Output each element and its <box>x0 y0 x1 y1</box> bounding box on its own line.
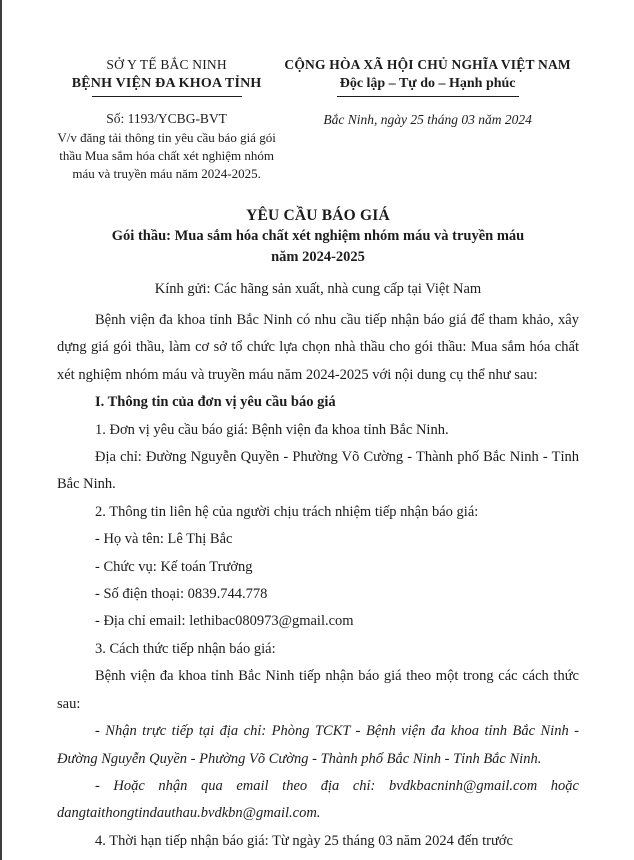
document-subtitle-line1: Gói thầu: Mua sắm hóa chất xét nghiệm nhóm máu và truyền máu <box>111 228 525 244</box>
document-number: Số: 1193/YCBG-BVT <box>106 111 227 126</box>
header-issuing-org <box>57 57 276 183</box>
receiving-direct: - Nhận trực tiếp tại địa chỉ: Phòng TCKT - Bệnh viện đa khoa tỉnh Bắc Ninh - Đường Nguyễn Quyền - Phường Võ Cường - Thành phố Bắc Ninh - Tỉnh Bắc Ninh. <box>57 723 579 767</box>
document-title-block <box>57 207 579 298</box>
address-line: Địa chỉ: Đường Nguyễn Quyền - Phường Võ Cường - Thành phố Bắc Ninh - Tỉnh Bắc Ninh. <box>57 449 579 493</box>
org-parent-name: SỞ Y TẾ BẮC NINH <box>106 57 227 72</box>
contact-position: - Chức vụ: Kế toán Trưởng <box>95 558 253 575</box>
item-1: 1. Đơn vị yêu cầu báo giá: Bệnh viện đa khoa tỉnh Bắc Ninh. <box>95 421 449 438</box>
document-title: YÊU CẦU BÁO GIÁ <box>246 207 390 224</box>
national-motto-line2: Độc lập – Tự do – Hạnh phúc <box>339 76 516 91</box>
contact-phone: - Số điện thoại: 0839.744.778 <box>95 586 268 603</box>
intro-paragraph: Bệnh viện đa khoa tỉnh Bắc Ninh có nhu cầu tiếp nhận báo giá để tham khảo, xây dựng giá gói thầu, làm cơ sở tổ chức lựa chọn nhà thầu cho gói thầu: Mua sắm hóa chất xét nghiệm nhóm máu và truyền máu năm 2024-2025 với nội dung cụ thể như sau: <box>57 312 579 383</box>
salutation-line: Kính gửi: Các hãng sản xuất, nhà cung cấp tại Việt Nam <box>154 281 482 297</box>
document-subject: V/v đăng tải thông tin yêu cầu báo giá gói thầu Mua sắm hóa chất xét nghiệm nhóm máu và truyền máu năm 2024-2025. <box>57 130 276 181</box>
receiving-email: - Hoặc nhận qua email theo địa chỉ: bvdkbacninh@gmail.com hoặc dangtaithongtindauthau.bvdkbn@gmail.com. <box>57 777 579 822</box>
item-4: 4. Thời hạn tiếp nhận báo giá: Từ ngày 25 tháng 03 năm 2024 đến trước <box>95 832 513 849</box>
document-body <box>57 307 579 855</box>
header-national-motto <box>276 57 579 128</box>
national-motto-line1: CỘNG HÒA XÃ HỘI CHỦ NGHĨA VIỆT NAM <box>284 57 571 72</box>
contact-email: - Địa chỉ email: lethibac080973@gmail.com <box>95 613 354 630</box>
place-date-line: Bắc Ninh, ngày 25 tháng 03 năm 2024 <box>323 112 532 127</box>
item-3: 3. Cách thức tiếp nhận báo giá: <box>95 640 276 657</box>
document-content <box>2 0 634 855</box>
motto-underline <box>337 96 519 97</box>
item-2: 2. Thông tin liên hệ của người chịu trách nhiệm tiếp nhận báo giá: <box>95 503 479 520</box>
receiving-intro: Bệnh viện đa khoa tỉnh Bắc Ninh tiếp nhận báo giá theo một trong các cách thức sau: <box>57 668 579 712</box>
section-heading-1: I. Thông tin của đơn vị yêu cầu báo giá <box>95 394 336 411</box>
org-underline <box>92 96 242 97</box>
contact-name: - Họ và tên: Lê Thị Bắc <box>95 531 233 548</box>
org-name: BỆNH VIỆN ĐA KHOA TỈNH <box>71 76 262 91</box>
document-subtitle-line2: năm 2024-2025 <box>271 249 365 265</box>
document-header <box>57 57 579 183</box>
